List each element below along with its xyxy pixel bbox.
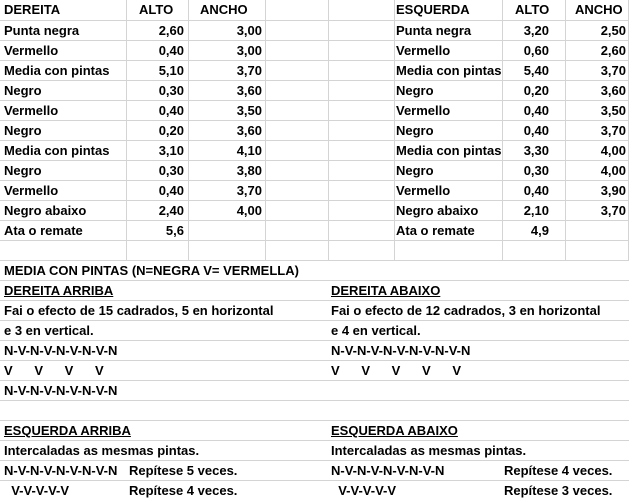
dereita-row-label: Negro	[4, 123, 42, 138]
dereita-row-ancho: 4,00	[236, 203, 262, 218]
dereita-row-ancho: 4,10	[236, 143, 262, 158]
dereita-row-label: Vermello	[4, 43, 59, 58]
dereita-row-label: Negro abaixo	[4, 203, 87, 218]
dereita-row-ancho: 3,80	[236, 163, 262, 178]
esquerda-row-label: Punta negra	[396, 23, 472, 38]
esquerda-row-ancho: 3,50	[600, 103, 626, 118]
esquerda-row-ancho: 2,60	[600, 43, 626, 58]
esquerda-row-ancho: 3,70	[600, 123, 626, 138]
dereita-alto-header: ALTO	[139, 2, 174, 17]
dereita-header: DEREITA	[4, 2, 61, 17]
dereita-abaixo-pattern1: N-V-N-V-N-V-N-V-N-V-N	[331, 343, 471, 358]
dereita-row-ancho: 3,60	[236, 83, 262, 98]
esquerda-abaixo-line1: Intercaladas as mesmas pintas.	[331, 443, 527, 458]
dereita-arriba-line2: e 3 en vertical.	[4, 323, 94, 338]
dereita-row-label: Negro	[4, 163, 42, 178]
esquerda-abaixo-heading: ESQUERDA ABAIXO	[331, 423, 458, 438]
esquerda-row-ancho: 4,00	[600, 163, 626, 178]
dereita-row-alto: 0,20	[158, 123, 184, 138]
dereita-arriba-line1: Fai o efecto de 15 cadrados, 5 en horizontal	[4, 303, 274, 318]
dereita-arriba-pattern1: N-V-N-V-N-V-N-V-N	[4, 343, 118, 358]
dereita-row-alto: 0,30	[158, 83, 184, 98]
esquerda-row-label: Vermello	[396, 43, 451, 58]
dereita-row-ancho	[202, 221, 262, 241]
dereita-row-alto: 3,10	[158, 143, 184, 158]
esquerda-row-alto: 0,40	[523, 103, 549, 118]
dereita-row-label: Ata o remate	[4, 223, 83, 238]
dereita-row-ancho: 3,00	[236, 23, 262, 38]
column-gridline	[265, 0, 266, 260]
dereita-row-alto: 2,40	[158, 203, 184, 218]
esquerda-row-alto: 4,9	[530, 223, 549, 238]
esquerda-alto-header: ALTO	[515, 2, 550, 17]
esquerda-arriba-heading: ESQUERDA ARRIBA	[4, 423, 131, 438]
dereita-row-label: Media con pintas	[4, 63, 110, 78]
dereita-ancho-header: ANCHO	[200, 2, 248, 17]
dereita-row-ancho: 3,60	[236, 123, 262, 138]
dereita-arriba-heading: DEREITA ARRIBA	[4, 283, 114, 298]
dereita-row-ancho: 3,70	[236, 63, 262, 78]
esquerda-arriba-line1: Intercaladas as mesmas pintas.	[4, 443, 200, 458]
esquerda-row-alto: 2,10	[523, 203, 549, 218]
esquerda-row-label: Negro	[396, 163, 434, 178]
dereita-row-ancho: 3,70	[236, 183, 262, 198]
esquerda-row-alto: 0,40	[523, 183, 549, 198]
column-gridline	[188, 0, 189, 260]
dereita-abaixo-pattern2: V V V V V	[331, 363, 462, 378]
dereita-row-alto: 0,30	[158, 163, 184, 178]
esquerda-row-ancho: 2,50	[600, 23, 626, 38]
esquerda-row-alto: 0,30	[523, 163, 549, 178]
dereita-row-label: Punta negra	[4, 23, 80, 38]
esquerda-row-ancho: 3,70	[600, 203, 626, 218]
dereita-row-ancho: 3,00	[236, 43, 262, 58]
dereita-row-alto: 5,10	[158, 63, 184, 78]
dereita-row-label: Vermello	[4, 183, 59, 198]
esquerda-header: ESQUERDA	[396, 2, 470, 17]
column-gridline	[394, 0, 395, 260]
dereita-row-alto: 0,40	[158, 103, 184, 118]
dereita-arriba-pattern2: V V V V	[4, 363, 104, 378]
esquerda-abaixo-pattern2: V-V-V-V-V	[331, 483, 397, 498]
esquerda-row-ancho: 3,60	[600, 83, 626, 98]
esquerda-row-label: Media con pintas	[396, 63, 502, 78]
dereita-row-label: Negro	[4, 83, 42, 98]
esquerda-row-label: Negro abaixo	[396, 203, 479, 218]
dereita-abaixo-heading: DEREITA ABAIXO	[331, 283, 441, 298]
esquerda-row-alto: 3,30	[523, 143, 549, 158]
esquerda-row-alto: 3,20	[523, 23, 549, 38]
dereita-row-label: Media con pintas	[4, 143, 110, 158]
esquerda-arriba-pattern1: N-V-N-V-N-V-N-V-N	[4, 463, 118, 478]
esquerda-abaixo-repeat2: Repítese 3 veces.	[504, 483, 613, 498]
dereita-abaixo-line1: Fai o efecto de 12 cadrados, 3 en horizontal	[331, 303, 601, 318]
dereita-abaixo-line2: e 4 en vertical.	[331, 323, 421, 338]
esquerda-row-alto: 0,60	[523, 43, 549, 58]
dereita-arriba-pattern3: N-V-N-V-N-V-N-V-N	[4, 383, 118, 398]
esquerda-arriba-pattern2: V-V-V-V-V	[4, 483, 70, 498]
esquerda-row-label: Vermello	[396, 103, 451, 118]
esquerda-row-label: Ata o remate	[396, 223, 475, 238]
esquerda-row-ancho: 4,00	[600, 143, 626, 158]
esquerda-row-label: Media con pintas	[396, 143, 502, 158]
esquerda-abaixo-repeat1: Repítese 4 veces.	[504, 463, 613, 478]
dereita-row-label: Vermello	[4, 103, 59, 118]
esquerda-arriba-repeat1: Repítese 5 veces.	[129, 463, 238, 478]
esquerda-arriba-repeat2: Repítese 4 veces.	[129, 483, 238, 498]
esquerda-ancho-header: ANCHO	[575, 2, 623, 17]
esquerda-row-ancho: 3,70	[600, 63, 626, 78]
esquerda-row-label: Vermello	[396, 183, 451, 198]
esquerda-abaixo-pattern1: N-V-N-V-N-V-N-V-N	[331, 463, 445, 478]
esquerda-row-alto: 5,40	[523, 63, 549, 78]
esquerda-row-ancho	[566, 221, 626, 241]
dereita-row-alto: 0,40	[158, 43, 184, 58]
esquerda-row-label: Negro	[396, 83, 434, 98]
esquerda-row-ancho: 3,90	[600, 183, 626, 198]
column-gridline	[328, 0, 329, 260]
dereita-row-alto: 2,60	[158, 23, 184, 38]
media-con-pintas-title: MEDIA CON PINTAS (N=NEGRA V= VERMELLA)	[4, 263, 299, 278]
esquerda-row-label: Negro	[396, 123, 434, 138]
dereita-row-ancho: 3,50	[236, 103, 262, 118]
esquerda-row-alto: 0,40	[523, 123, 549, 138]
dereita-row-alto: 5,6	[165, 223, 184, 238]
esquerda-row-alto: 0,20	[523, 83, 549, 98]
dereita-row-alto: 0,40	[158, 183, 184, 198]
